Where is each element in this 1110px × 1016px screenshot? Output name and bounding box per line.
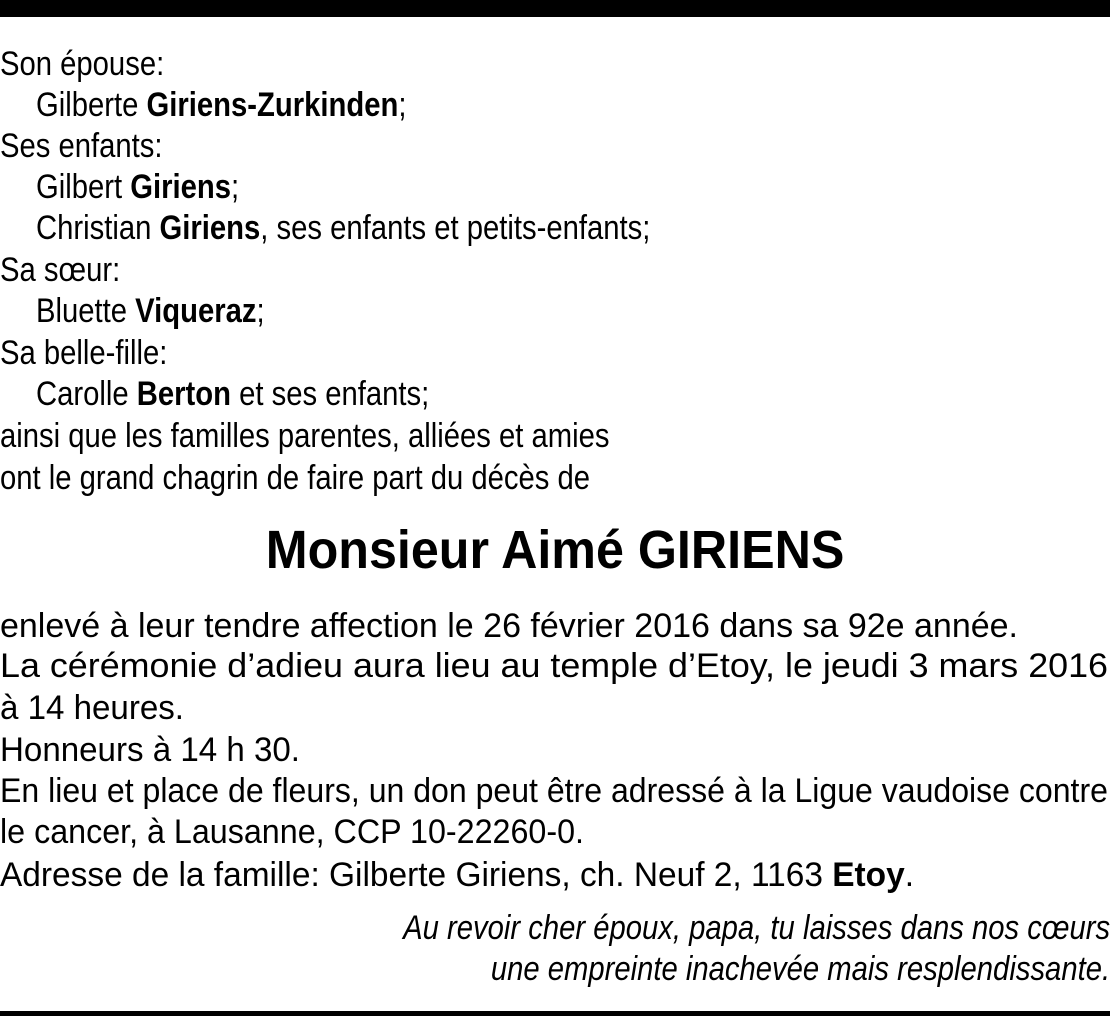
donation-line-1: En lieu et place de fleurs, un don peut être adressé à la Ligue vaudoise contre: [0, 772, 1108, 810]
top-rule: [0, 0, 1110, 17]
child-line-gilbert: Gilbert Giriens;: [36, 168, 240, 206]
spouse-line: Gilberte Giriens-Zurkinden;: [36, 86, 407, 124]
details-line-2: La cérémonie d’adieu aura lieu au temple d’Etoy, le jeudi 3 mars 2016: [0, 647, 1108, 685]
honours-line: Honneurs à 14 h 30.: [0, 731, 301, 769]
sister-heading: Sa sœur:: [0, 251, 121, 289]
children-heading: Ses enfants:: [0, 127, 163, 165]
deceased-name: Monsieur Aimé GIRIENS: [265, 520, 845, 580]
child-line-christian: Christian Giriens, ses enfants et petits-enfants;: [36, 209, 651, 247]
sister-line: Bluette Viqueraz;: [36, 292, 265, 330]
extended-family-line: ainsi que les familles parentes, alliées et amies: [0, 417, 610, 455]
daughter-in-law-line: Carolle Berton et ses enfants;: [36, 375, 430, 413]
spouse-heading: Son épouse:: [0, 45, 165, 83]
closing-line-2: une empreinte inachevée mais resplendissante.: [490, 950, 1110, 988]
closing-line-1: Au revoir cher époux, papa, tu laisses dans nos cœurs: [403, 909, 1110, 947]
announcement-line: ont le grand chagrin de faire part du décès de: [0, 459, 591, 497]
donation-line-2: le cancer, à Lausanne, CCP 10-22260-0.: [0, 813, 584, 851]
details-line-1: enlevé à leur tendre affection le 26 février 2016 dans sa 92e année.: [0, 607, 1019, 645]
daughter-in-law-heading: Sa belle-fille:: [0, 334, 168, 372]
bottom-rule: [0, 1011, 1110, 1016]
details-line-3: à 14 heures.: [0, 689, 185, 727]
family-address-line: Adresse de la famille: Gilberte Giriens, ch. Neuf 2, 1163 Etoy.: [0, 856, 914, 894]
